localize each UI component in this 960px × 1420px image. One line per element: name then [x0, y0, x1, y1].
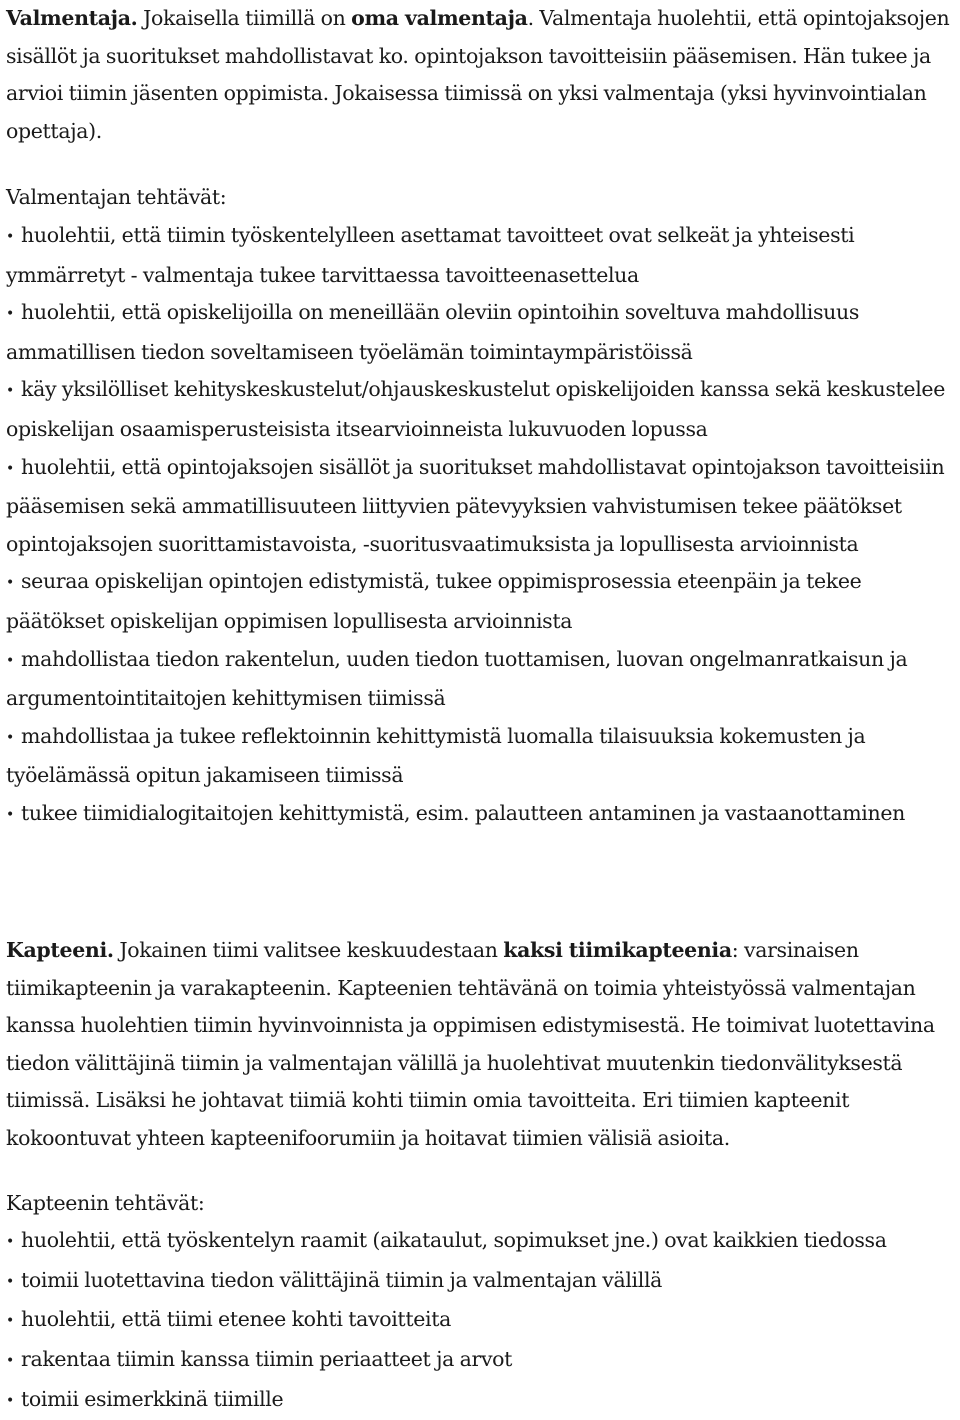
kapteeni-tasks-list	[6, 1222, 958, 1420]
list-item-text: mahdollistaa ja tukee reflektoinnin kehittymistä luomalla tilaisuuksia kokemusten ja työelämässä opitun jakamiseen tiimissä	[6, 723, 866, 788]
list-item	[6, 795, 958, 835]
kapteeni-tasks-heading: Kapteenin tehtävät:	[6, 1190, 205, 1215]
list-item	[6, 718, 958, 795]
bullet-icon: •	[6, 228, 14, 245]
valmentaja-tasks-heading: Valmentajan tehtävät:	[6, 185, 227, 210]
list-item-text: tukee tiimidialogitaitojen kehittymistä, esim. palautteen antaminen ja vastaanottaminen	[21, 800, 905, 825]
list-item-text: huolehtii, että opintojaksojen sisällöt ja suoritukset mahdollistavat opintojakson tavoitteisiin pääsemisen sekä ammatillisuuteen liittyvien pätevyyksien vahvistumisen tekee päätökset opintojaksojen suorittamistavoista, -suoritusvaatimuksista ja lopullisesta arvioinnista	[6, 454, 945, 556]
bullet-icon: •	[6, 575, 14, 592]
bullet-icon: •	[6, 729, 14, 746]
bullet-icon: •	[6, 306, 14, 323]
list-item	[6, 294, 958, 371]
kapteeni-term: Kapteeni.	[6, 938, 114, 962]
valmentaja-section	[6, 0, 958, 834]
kapteeni-intro	[6, 932, 958, 1158]
kapteeni-intro-bold: kaksi tiimikapteenia	[503, 938, 732, 962]
list-item	[6, 217, 958, 294]
bullet-icon: •	[6, 806, 14, 823]
list-item-text: huolehtii, että työskentelyn raamit (aikataulut, sopimukset jne.) ovat kaikkien tiedossa	[21, 1228, 887, 1253]
list-item	[6, 641, 958, 718]
valmentaja-intro-text-rest: . Valmentaja huolehtii, että opintojaksojen sisällöt ja suoritukset mahdollistavat ko. opintojakson tavoitteisiin pääsemisen. Hän tukee ja arvioi tiimin jäsenten oppimista. Jokaisessa tiimissä on yksi valmentaja (yksi hyvinvointialan opettaja).	[6, 6, 950, 143]
kapteeni-intro-text-rest: : varsinaisen tiimikapteenin ja varakapteenin. Kapteenien tehtävänä on toimia yhteistyössä valmentajan kanssa huolehtien tiimin hyvinvoinnista ja oppimisen edistymisestä. He toimivat luotettavina tiedon välittäjinä tiimin ja valmentajan välillä ja huolehtivat muutenkin tiedonvälityksestä tiimissä. Lisäksi he johtavat tiimiä kohti tiimin omia tavoitteita. Eri tiimien kapteenit kokoontuvat yhteen kapteenifoorumiin ja hoitavat tiimien välisiä asioita.	[6, 938, 935, 1150]
list-item-text: mahdollistaa tiedon rakentelun, uuden tiedon tuottamisen, luovan ongelmanratkaisun ja argumentointitaitojen kehittymisen tiimissä	[6, 646, 908, 711]
list-item-text: seuraa opiskelijan opintojen edistymistä, tukee oppimisprosessia eteenpäin ja tekee päätökset opiskelijan oppimisen lopullisesta arvioinnista	[6, 569, 862, 633]
list-item	[6, 563, 958, 640]
list-item	[6, 1262, 958, 1302]
list-item	[6, 1301, 958, 1341]
kapteeni-section	[6, 932, 958, 1420]
bullet-icon: •	[6, 1392, 14, 1409]
list-item	[6, 371, 958, 448]
valmentaja-term: Valmentaja.	[6, 6, 138, 30]
list-item	[6, 1341, 958, 1381]
list-item	[6, 449, 958, 564]
bullet-icon: •	[6, 383, 14, 400]
list-item-text: toimii luotettavina tiedon välittäjinä tiimin ja valmentajan välillä	[21, 1267, 663, 1292]
list-item	[6, 1222, 958, 1262]
bullet-icon: •	[6, 460, 14, 477]
list-item-text: rakentaa tiimin kanssa tiimin periaatteet ja arvot	[21, 1346, 513, 1371]
bullet-icon: •	[6, 652, 14, 669]
valmentaja-intro	[6, 0, 958, 150]
list-item	[6, 1381, 958, 1420]
list-item-text: käy yksilölliset kehityskeskustelut/ohjauskeskustelut opiskelijoiden kanssa sekä keskustelee opiskelijan osaamisperusteisista itsearvioinneista lukuvuoden lopussa	[6, 377, 945, 441]
list-item-text: huolehtii, että opiskelijoilla on meneillään oleviin opintoihin soveltuva mahdollisuus ammatillisen tiedon soveltamiseen työelämän toimintaympäristöissä	[6, 300, 860, 364]
valmentaja-tasks-list	[6, 217, 958, 835]
kapteeni-intro-text: Jokainen tiimi valitsee keskuudestaan	[113, 938, 504, 962]
list-item-text: huolehtii, että tiimin työskentelylleen asettamat tavoitteet ovat selkeät ja yhteisesti ymmärretyt - valmentaja tukee tarvittaessa tavoitteenasettelua	[6, 222, 855, 287]
list-item-text: huolehtii, että tiimi etenee kohti tavoitteita	[21, 1307, 451, 1332]
list-item-text: toimii esimerkkinä tiimille	[21, 1386, 284, 1411]
bullet-icon: •	[6, 1273, 14, 1290]
valmentaja-intro-bold: oma valmentaja	[351, 6, 528, 30]
valmentaja-intro-text: Jokaisella tiimillä on	[137, 6, 352, 30]
bullet-icon: •	[6, 1352, 14, 1369]
bullet-icon: •	[6, 1234, 14, 1251]
bullet-icon: •	[6, 1313, 14, 1330]
